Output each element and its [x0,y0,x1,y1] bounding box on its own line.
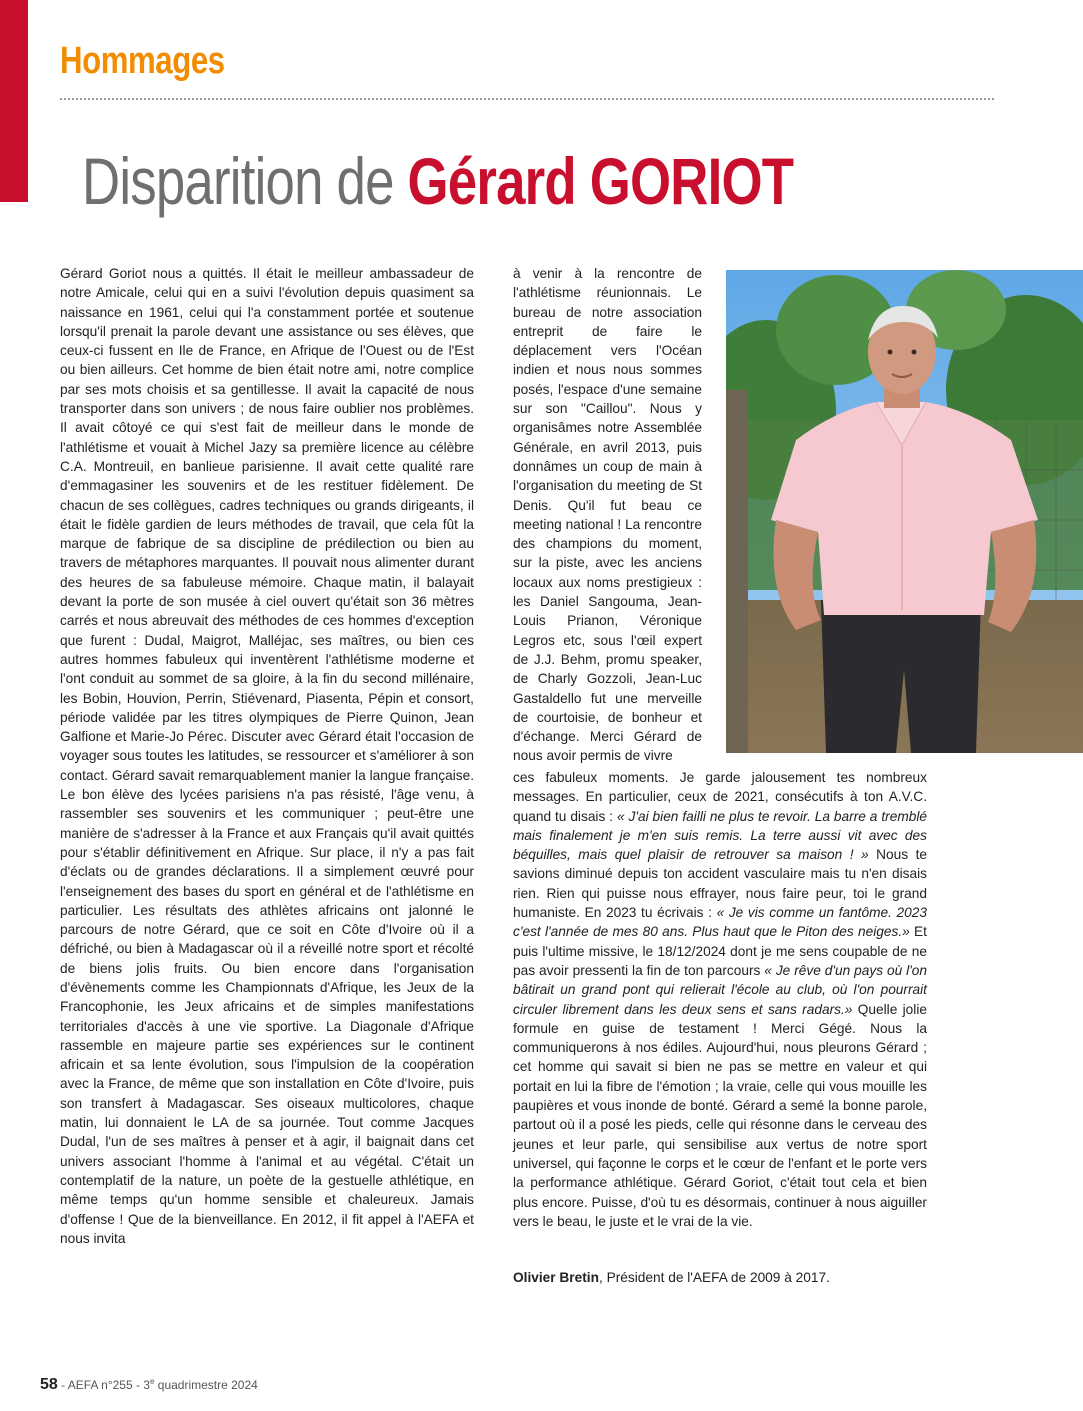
page-footer [40,1376,258,1394]
author-name: Olivier Bretin [513,1270,599,1285]
author-role: , Président de l'AEFA de 2009 à 2017. [598,1270,830,1285]
text-segment: Nous te savions diminué depuis ton accident vasculaire mais tu n'en disais rien. Rien qui puisse nous effrayer, nous faire peur, toi le grand humaniste. En 2023 tu écrivais : [513,847,927,921]
headline-prefix: Disparition de [82,144,394,218]
text-segment: ces fabuleux moments. Je garde jalousement tes nombreux messages. En particulier, ceux de 2021, consécutifs à ton A.V.C. quand tu disais : [513,770,927,824]
article-headline [82,143,793,219]
article-right-column-top [513,264,702,766]
author-signature [513,1270,830,1285]
article-left-column [60,264,474,1248]
quote-2023: « Je vis comme un fantôme. 2023 c'est l'année de mes 80 ans. Plus haut que le Piton des neiges.» [513,905,927,940]
issue-period: quadrimestre 2024 [154,1378,258,1392]
section-title: Hommages [60,40,225,82]
quote-2021: « J'ai bien failli ne plus te revoir. La barre a tremblé mais finalement je m'en suis remis. La terre aussi vit avec des béquilles, mais quel plaisir de retrouver sa maison ! » [513,808,927,863]
right-column-top-text: à venir à la rencontre de l'athlétisme réunionnais. Le bureau de notre association entreprit de faire le déplacement vers l'Océan indien et nous nous sommes posés, l'espace d'une semaine sur son "Caillou". Nous y organisâmes notre Assemblée Générale, en avril 2013, puis donnâmes un coup de main à l'organisation du meeting de St Denis. Qu'il fut beau ce meeting national ! La rencontre des champions du moment, sur la piste, avec les anciens locaux aux noms prestigieux : les Daniel Sangouma, Jean-Louis Prianon, Véronique Legros etc, sous l'œil expert de J.J. Behm, promu speaker, de Charly Gozzoli, Jean-Luc Gastaldello fut une merveille de courtoisie, de bonheur et d'échange. Merci Gérard de nous avoir permis de vivre [513,266,702,764]
page-number: 58 [40,1376,58,1393]
right-column-bottom-text [513,768,927,1231]
accent-bar [0,0,28,202]
left-column-text: Gérard Goriot nous a quittés. Il était le meilleur ambassadeur de notre Amicale, celui qui en a suivi l'évolution depuis quasiment sa naissance en 1961, celui qui l'a constamment portée et soutenue lorsqu'il prenait la parole devant une assistance ou ses élèves, que ceux-ci fussent en Ile de France, en Afrique de l'Ouest ou de l'Est ou bien ailleurs. Cet homme de bien était notre ami, notre complice par ses mots choisis et sa gentillesse. Il avait la capacité de nous transporter dans son univers ; de nous faire oublier nos problèmes. Il avait côtoyé ce qui s'est fait de meilleur dans le monde de l'athlétisme et vouait à Michel Jazy sa première licence au célèbre C.A. Montreuil, en banlieue parisienne. Il avait cette qualité rare d'emmagasiner les souvenirs et de les restituer fidèlement. De chacun de ses collègues, cadres techniques ou grands dirigeants, il était le fidèle gardien de leurs méthodes de travail, que cela fût la marque de fabrique de sa discipline de prédilection ou bien au travers de métaphores marquantes. Il pouvait nous alimenter durant des heures de sa fabuleuse mémoire. Chaque matin, il balayait devant la porte de son musée à ciel ouvert qu'était son 36 mètres carrés et nous abreuvait des méthodes de ces hommes d'exception que furent : Dudal, Maigrot, Malléjac, ses maîtres, ou bien ces autres hommes fabuleux qui inventèrent l'athlétisme moderne et l'ont conduit au sommet de sa gloire, à la fin du second millénaire, les Bobin, Houvion, Perrin, Stiévenard, Piasenta, Pépin et consort, période validée par les titres olympiques de Pierre Quinon, Jean Galfione et Marie-Jo Pérec. Discuter avec Gérard était l'occasion de voyager sous toutes les latitudes, se ressourcer et s'améliorer à son contact. Gérard savait remarquablement manier la langue française. Le bon élève des lycées parisiens n'a pas résisté, l'âge venu, à rassembler ses souvenirs et les communiquer ; peut-être une manière de s'adresser à la France et aux Français qu'il avait quittés pour s'établir définitivement en Afrique. Sur place, il n'y a pas fait d'éclats ou de grandes déclarations. Il a simplement œuvré pour l'enseignement des bases du sport en général et de l'athlétisme en particulier. Les résultats des athlètes africains ont jalonné le parcours de notre Gérard, que ce soit en Côte d'Ivoire où il a défriché, ou bien à Madagascar où il a réveillé notre sport et récolté de biens jolis fruits. Ou bien encore dans l'organisation d'évènements comme les Championnats d'Afrique, les Jeux de la Francophonie, les Jeux africains et de simples manifestations territoriales d'accès à une vie sportive. La Diagonale d'Afrique rassemble en majeure partie ses expériences sur le continent africain et sa lente évolution, sous l'impulsion de la coopération avec la France, de même que son installation en Côte d'Ivoire, puis son transfert à Madagascar. Ses oiseaux multicolores, chaque matin, lui donnaient le LA de sa journée. Tout comme Jacques Dudal, l'un de ses maîtres à penser et à agir, il baignait dans cet univers associant l'homme à l'animal et au végétal. C'était un contemplatif de la nature, un poète de la gestuelle athlétique, en même temps qu'un homme sensible et chaleureux. Jamais d'offense ! Que de la bienveillance. En 2012, il fit appel à l'AEFA et nous invita [60,266,474,1246]
portrait-illustration [726,270,1083,753]
issue-superscript: e [149,1377,155,1386]
article-right-column-bottom [513,768,927,1231]
quote-final-missive: « Je rêve d'un pays où l'on bâtirait un grand pont qui relierait l'école au club, où l'on pourrait circuler librement dans les deux sens et sans radars.» [513,962,928,1017]
issue-label: - AEFA n°255 - 3 [57,1378,150,1392]
headline-name: Gérard GORIOT [407,144,794,218]
section-divider [60,98,994,100]
text-segment: Quelle jolie formule en guise de testament ! Merci Gégé. Nous la communiquerons à nos édiles. Aujourd'hui, nous pleurons Gérard ; cet homme qui savait si bien ne pas se mettre en valeur et qui portait en lui la fibre de l'émotion ; la vraie, celle qui vous mouille les paupières et vous inonde de bonté. Gérard a semé la bonne parole, partout où il a posé les pieds, celle qui résonne dans le cerveau des jeunes et leur parle, qui sensibilise aux vertus de notre sport universel, qui façonne le corps et le cœur de l'enfant et le porte vers la performance athlétique. Gérard Goriot, c'était tout cela et bien plus encore. Puisse, d'où tu es désormais, continuer à nous aiguiller vers le beau, le juste et le vrai de la vie. [513,1001,927,1229]
portrait-photo [726,270,1083,753]
text-segment: Et puis l'ultime missive, le 18/12/2024 dont je me sens coupable de ne pas avoir pressenti la fin de ton parcours [513,924,927,978]
